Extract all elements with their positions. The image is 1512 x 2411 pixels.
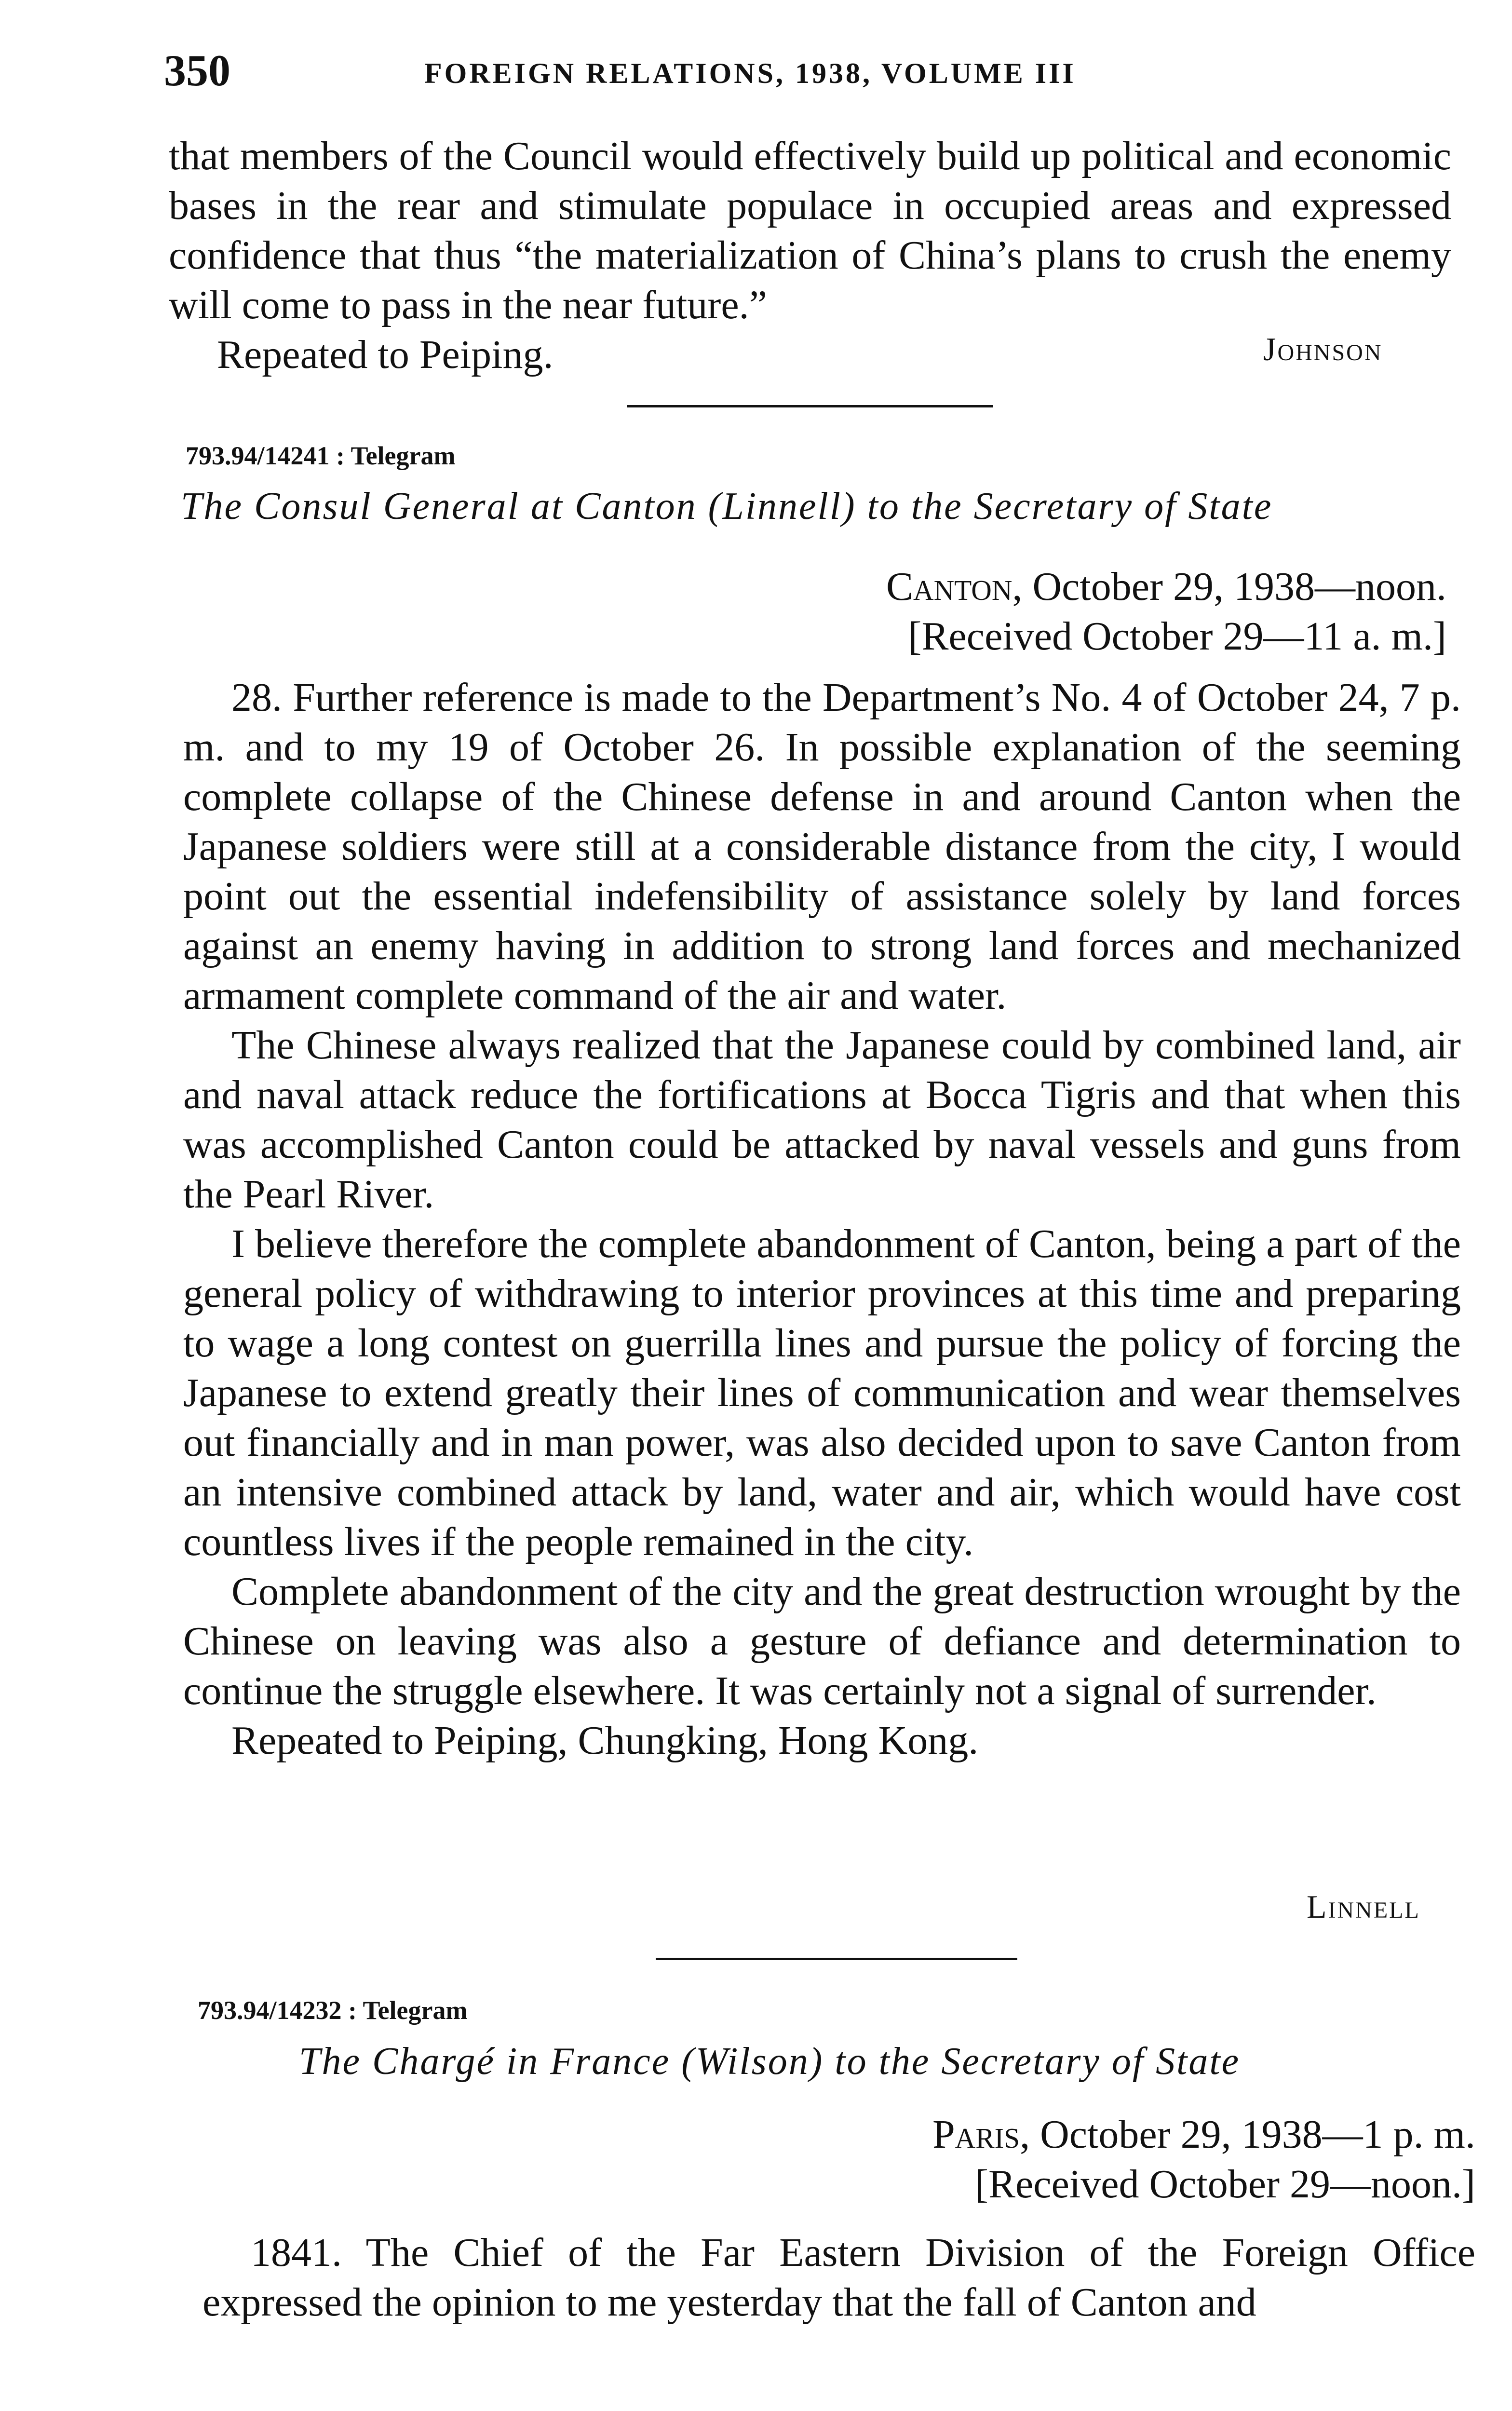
date-rest-2: , October 29, 1938—1 p. m. <box>1020 2112 1475 2157</box>
received-line-2: [Received October 29—noon.] <box>975 2162 1475 2207</box>
paragraph-1-4: Complete abandonment of the city and the great destruction wrought by the Chinese on leaving was also a gesture of defiance and determination to continue the struggle elsewhere. It was certainly not a signal of surrender. <box>183 1569 1461 1713</box>
paragraph-1-1: 28. Further reference is made to the Department’s No. 4 of October 24, 7 p. m. and to my 19 of October 26. In possible explanation of the seeming complete collapse of the Chinese defense in and around Canton when the Japanese soldiers were still at a considerable distance from the city, I would point out the essential indefensibility of assistance solely by land forces against an enemy having in addition to strong land forces and mechanized armament complete command of the air and water. <box>183 675 1461 1018</box>
continuation-repeated: Repeated to Peiping. <box>217 332 554 377</box>
signature-johnson: Johnson <box>1263 331 1383 367</box>
continuation-text: that members of the Council would effectively build up political and economic bases in the rear and stimulate populace in occupied areas and expressed confidence that thus “the materialization of China’s plans to crush the enemy will come to pass in the near future.” <box>169 134 1451 327</box>
section-divider <box>656 1958 1017 1960</box>
signature-linnell: Linnell <box>1307 1888 1420 1925</box>
file-number-2: 793.94/14232 : Telegram <box>198 1996 468 2025</box>
telegram-title-2: The Chargé in France (Wilson) to the Secretary of State <box>299 2040 1241 2083</box>
date-place-1: Canton <box>886 564 1012 609</box>
dateline-1 <box>723 562 1446 661</box>
paragraph-1-5: Repeated to Peiping, Chungking, Hong Kong. <box>231 1718 979 1763</box>
received-line-1: [Received October 29—11 a. m.] <box>908 614 1446 659</box>
continuation-paragraph <box>169 131 1451 379</box>
file-number-1: 793.94/14241 : Telegram <box>186 441 456 470</box>
date-place-2: Paris <box>932 2112 1020 2157</box>
paragraph-1-2: The Chinese always realized that the Japanese could by combined land, air and naval attack reduce the fortifications at Bocca Tigris and that when this was accomplished Canton could be attacked by naval vessels and guns from the Pearl River. <box>183 1023 1461 1217</box>
date-rest-1: , October 29, 1938—noon. <box>1012 564 1446 609</box>
paragraph-2-1: 1841. The Chief of the Far Eastern Division of the Foreign Office expressed the opinion to me yesterday that the fall of Canton and <box>202 2230 1475 2325</box>
date-line-1 <box>723 562 1446 611</box>
telegram-body-1 <box>183 673 1461 1765</box>
telegram-title-1: The Consul General at Canton (Linnell) to the Secretary of State <box>181 485 1273 528</box>
dateline-2 <box>771 2110 1475 2209</box>
section-divider <box>627 405 993 407</box>
date-line-2 <box>771 2110 1475 2159</box>
paragraph-1-3: I believe therefore the complete abandonment of Canton, being a part of the general policy of withdrawing to interior provinces at this time and preparing to wage a long contest on guerrilla lines and pursue the policy of forcing the Japanese to extend greatly their lines of communication and wear themselves out financially and in man power, was also decided upon to save Canton from an intensive combined attack by land, water and air, which would have cost countless lives if the people remained in the city. <box>183 1221 1461 1564</box>
telegram-body-2 <box>202 2228 1475 2327</box>
running-title: FOREIGN RELATIONS, 1938, VOLUME III <box>424 57 1076 89</box>
page-number: 350 <box>164 46 230 95</box>
